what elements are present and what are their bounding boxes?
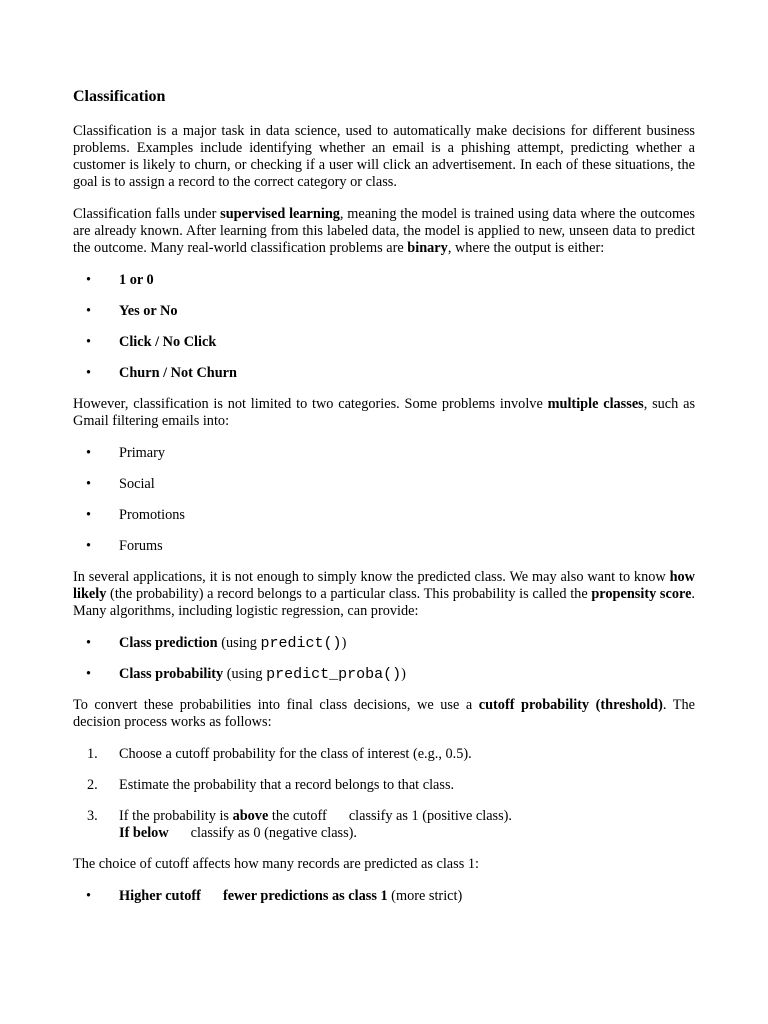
provide-list: [73, 635, 695, 683]
supervised-paragraph: Classification falls under supervised learning, meaning the model is trained using data where the outcomes are already known. After learning from this labeled data, the model is applied to new, unseen data to predict the outcome. Many real-world classification problems are binary, where the output is either:: [73, 206, 695, 256]
list-item: • Class probability (using predict_proba()): [86, 666, 406, 683]
list-item: 1. Choose a cutoff probability for the class of interest (e.g., 0.5).: [87, 746, 472, 762]
cutoff-paragraph: To convert these probabilities into final class decisions, we use a cutoff probability (threshold). The decision process works as follows:: [73, 697, 695, 730]
propensity-paragraph: In several applications, it is not enough to simply know the predicted class. We may also want to know how likely (the probability) a record belongs to a particular class. This probability is called the propensity score. Many algorithms, including logistic regression, can provide:: [73, 569, 695, 619]
list-item: • Higher cutoff fewer predictions as class 1 (more strict): [86, 888, 463, 904]
list-item: • Click / No Click: [86, 334, 217, 350]
effect-paragraph: The choice of cutoff affects how many records are predicted as class 1:: [73, 856, 479, 872]
list-item: • Primary: [86, 445, 166, 461]
list-item: • Class prediction (using predict()): [86, 635, 347, 652]
page-title: Classification: [73, 88, 166, 105]
code-snippet: predict_proba(): [266, 666, 402, 683]
steps-list: [73, 746, 695, 842]
list-item: • 1 or 0: [86, 272, 154, 288]
list-item: • Forums: [86, 538, 163, 554]
list-item: • Social: [86, 476, 155, 492]
list-item: 3. If the probability is above the cutoff classify as 1 (positive class). If below classify as 0 (negative class).: [87, 808, 512, 841]
list-item: 2. Estimate the probability that a record belongs to that class.: [87, 777, 455, 793]
list-item: • Churn / Not Churn: [86, 365, 237, 381]
list-item: • Yes or No: [86, 303, 178, 319]
intro-paragraph: Classification is a major task in data science, used to automatically make decisions for different business problems. Examples include identifying whether an email is a phishing attempt, predicting whether a customer is likely to churn, or checking if a user will click an advertisement. In each of these situations, the goal is to assign a record to the correct category or class.: [73, 123, 695, 190]
document-page: [73, 86, 695, 919]
multiclass-paragraph: However, classification is not limited to two categories. Some problems involve multiple classes, such as Gmail filtering emails into:: [73, 396, 696, 429]
code-snippet: predict(): [260, 635, 342, 652]
binary-list: [73, 272, 695, 382]
effect-list: [73, 888, 695, 905]
list-item: • Promotions: [86, 507, 185, 523]
gmail-list: [73, 445, 695, 555]
